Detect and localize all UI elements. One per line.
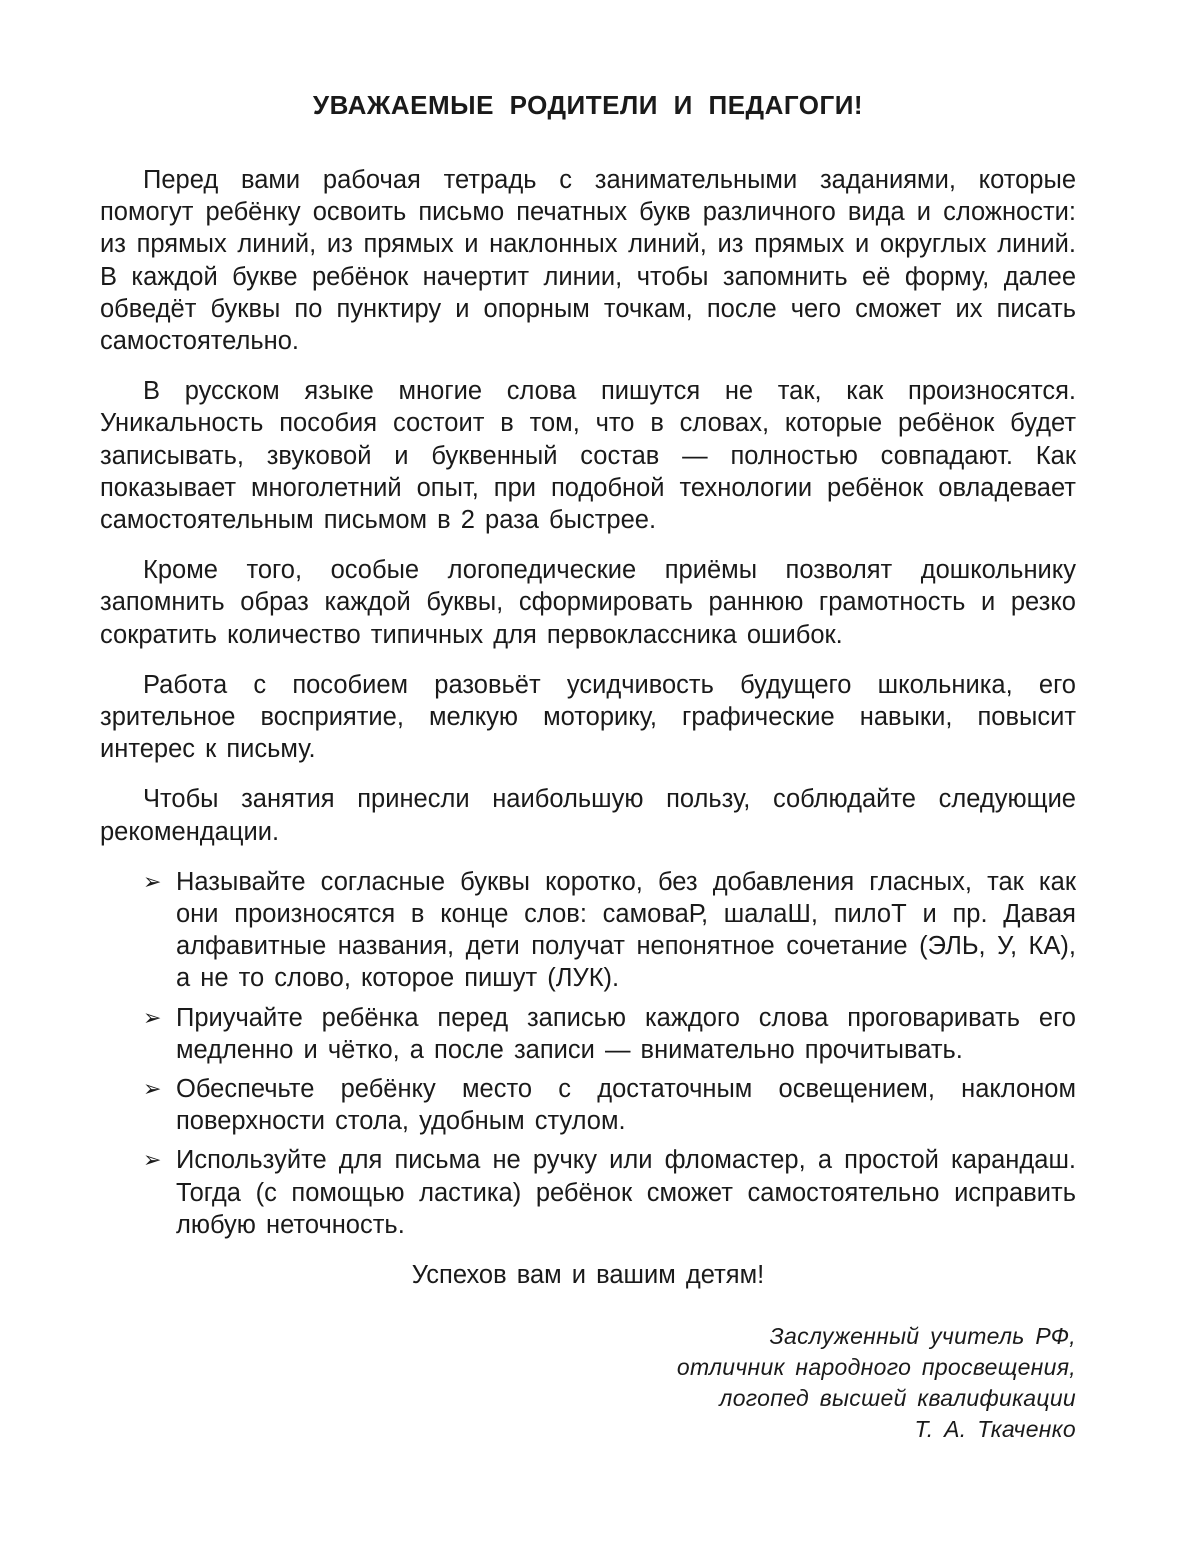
page-title: УВАЖАЕМЫЕ РОДИТЕЛИ И ПЕДАГОГИ! — [312, 90, 864, 120]
list-item-text: Приучайте ребёнка перед записью каждого слова проговаривать его медленно и чётко, а после записи — внимательно прочитывать. — [176, 1003, 1076, 1064]
paragraph-techniques: Кроме того, особые логопедические приёмы позволят дошкольнику запомнить образ каждой буквы, сформировать раннюю грамотность и резко сократить количество типичных для первоклассника ошибок. — [100, 556, 1076, 649]
list-item — [100, 866, 1076, 995]
arrow-bullet-icon: ➢ — [143, 1076, 162, 1102]
document-page — [100, 88, 1076, 1445]
recommendations-list — [100, 866, 1076, 1241]
closing-wish: Успехов вам и вашим детям! — [411, 1261, 765, 1290]
paragraph-uniqueness: В русском языке многие слова пишутся не так, как произносятся. Уникальность пособия состоит в том, что в словах, которые ребёнок будет записывать, звуковой и буквенный состав — полностью совпадают. Как показывает многолетний опыт, при подобной технологии ребёнок овладевает самостоятельным письмом в 2 раза быстрее. — [100, 377, 1076, 535]
paragraph-recommendations-intro: Чтобы занятия принесли наибольшую пользу, соблюдайте следующие рекомендации. — [100, 785, 1076, 846]
arrow-bullet-icon: ➢ — [143, 1004, 162, 1030]
paragraph-benefits: Работа с пособием разовьёт усидчивость будущего школьника, его зрительное восприятие, мелкую моторику, графические навыки, повысит интерес к письму. — [100, 670, 1076, 764]
list-item — [100, 1073, 1076, 1137]
list-item — [100, 1144, 1076, 1241]
arrow-bullet-icon: ➢ — [143, 1147, 162, 1173]
list-item — [100, 1002, 1076, 1066]
signature-line-name: Т. А. Ткаченко — [914, 1416, 1076, 1443]
arrow-bullet-icon: ➢ — [143, 868, 162, 894]
signature-line-title: Заслуженный учитель РФ, — [769, 1323, 1076, 1350]
paragraph-intro: Перед вами рабочая тетрадь с занимательными заданиями, которые помогут ребёнку освоить письмо печатных букв различного вида и сложности: из прямых линий, из прямых и наклонных линий, из прямых и округлых линий. В каждой букве ребёнок начертит линии, чтобы запомнить её форму, далее обведёт буквы по пунктиру и опорным точкам, после чего сможет их писать самостоятельно. — [100, 166, 1076, 356]
list-item-text: Используйте для письма не ручку или фломастер, а простой карандаш. Тогда (с помощью ластика) ребёнок сможет самостоятельно исправить любую неточность. — [176, 1146, 1076, 1239]
list-item-text: Называйте согласные буквы коротко, без добавления гласных, так как они произносятся в конце слов: самоваР, шалаШ, пилоТ и пр. Давая алфавитные названия, дети получат непонятное сочетание (ЭЛЬ, У, КА), а не то слово, которое пишут (ЛУК). — [176, 867, 1076, 993]
list-item-text: Обеспечьте ребёнку место с достаточным освещением, наклоном поверхности стола, удобным стулом. — [176, 1075, 1076, 1136]
signature-line-qualification: логопед высшей квалификации — [719, 1385, 1076, 1412]
signature-line-award: отличник народного просвещения, — [676, 1354, 1076, 1381]
author-signature — [100, 1321, 1076, 1445]
